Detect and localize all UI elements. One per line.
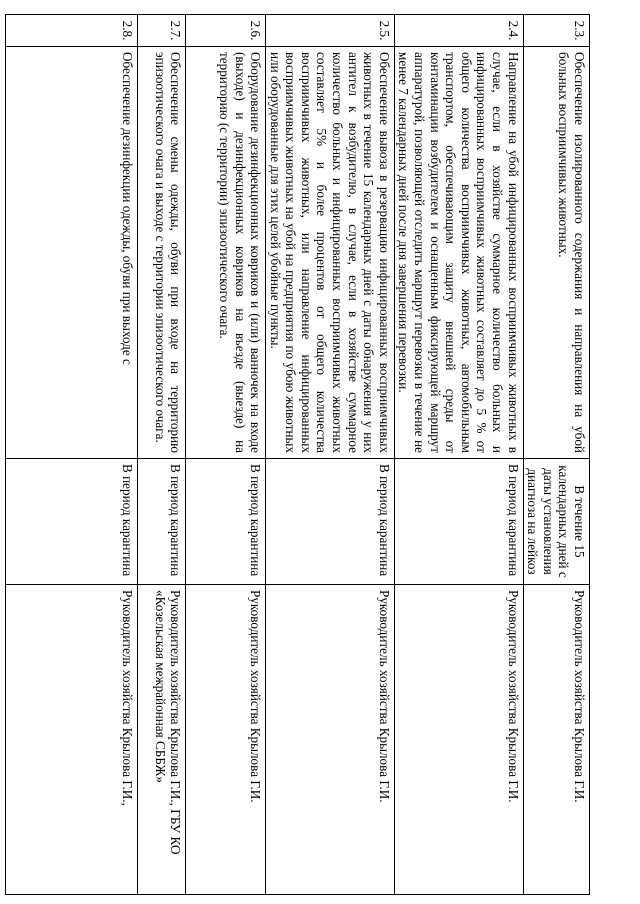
responsible-text: Руководитель хозяйства Крылова Г.И. — [523, 585, 589, 895]
measure-text: Обеспечение смены одежды, обуви при входе на территорию эпизоотического очага и выходе с территории эпизоотического очага. — [138, 47, 186, 459]
table-row — [394, 15, 523, 895]
deadline-text: В период карантина — [186, 459, 266, 585]
item-number: 2.4. — [394, 15, 523, 47]
item-number: 2.3. — [523, 15, 589, 47]
table-row — [6, 15, 138, 895]
measure-text: Обеспечение вывоза в резервацию инфицированных восприимчивых животных в течение 15 календарных дней с даты обнаружения у них антител к возбудителю, в случае, если в хозяйстве суммарное количество больных и инфицированных восприимчивых животных составляет 5% и более процентов от общего количества восприимчивых животных, или направление инфицированных восприимчивых животных на убой на предприятия по убою животных или оборудованные для этих целей убойные пункты. — [266, 47, 395, 459]
deadline-text: В течение 15 календарных дней с даты установления диагноза на лейкоз — [523, 459, 589, 585]
measure-text: Обеспечение изолированного содержания и направления на убой больных восприимчивых животных. — [523, 47, 589, 459]
item-number: 2.8. — [6, 15, 138, 47]
measure-text: Обеспечение дезинфекции одежды, обуви при выходе с — [6, 47, 138, 459]
deadline-text: В период карантина — [266, 459, 395, 585]
deadline-text: В период карантина — [6, 459, 138, 585]
item-number: 2.5. — [266, 15, 395, 47]
measure-text: Направление на убой инфицированных восприимчивых животных в случае, если в хозяйстве суммарное количество больных и инфицированных восприимчивых животных составляет до 5 % от общего количества восприимчивых животных, автомобильным транспортом, обеспечивающим защиту внешней среды от контаминации возбудителем и оснащенным фиксирующей маршрут аппаратурой, позволяющей отследить маршрут перевозки в течение не менее 7 календарных дней после дня завершения перевозки. — [394, 47, 523, 459]
table-row — [138, 15, 186, 895]
table-row — [523, 15, 589, 895]
responsible-text: Руководитель хозяйства Крылова Г.И., — [6, 585, 138, 895]
deadline-text: В период карантина — [138, 459, 186, 585]
item-number: 2.6. — [186, 15, 266, 47]
responsible-text: Руководитель хозяйства Крылова Г.И. — [266, 585, 395, 895]
rotated-document-page — [40, 14, 590, 894]
table-row — [266, 15, 395, 895]
table-row — [186, 15, 266, 895]
responsible-text: Руководитель хозяйства Крылова Г.И. — [394, 585, 523, 895]
deadline-text: В период карантина — [394, 459, 523, 585]
measure-text: Оборудование дезинфекционных ковриков и (или) ванночек на входе (выходе) и дезинфекционных ковриков на въезде (выезде) на территорию (с территории) эпизоотического очага. — [186, 47, 266, 459]
item-number: 2.7. — [138, 15, 186, 47]
quarantine-measures-table — [5, 14, 590, 895]
responsible-text: Руководитель хозяйства Крылова Г.И., ГБУ КО «Козельская межрайонная СББЖ» — [138, 585, 186, 895]
responsible-text: Руководитель хозяйства Крылова Г.И. — [186, 585, 266, 895]
